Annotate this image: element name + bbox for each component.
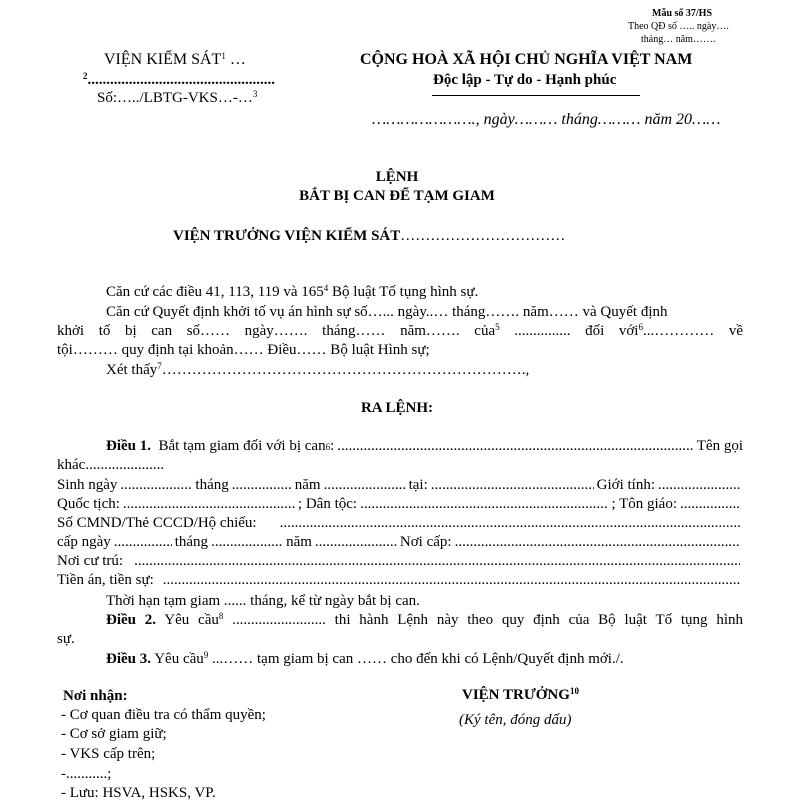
order-heading: RA LỆNH:	[360, 400, 434, 416]
agency-name: VIỆN KIỂM SÁT$^1$ …	[104, 51, 246, 68]
issue-row: cấp ngày ..... tháng ..... năm ..... Nơi cấp: .....	[57, 534, 743, 551]
signature-instruction: (Ký tên, đóng dấu)	[459, 712, 572, 728]
form-code-line1: Theo QĐ số ….. ngày….	[628, 21, 729, 32]
recipient-item: - Cơ sở giam giữ;	[61, 726, 167, 742]
form-code-title: Mẫu số 37/HS	[652, 8, 713, 19]
country-name: CỘNG HOÀ XÃ HỘI CHỦ NGHĨA VIỆT NAM	[360, 51, 693, 68]
document-title: LỆNH	[375, 169, 419, 185]
article-3: Điều 3. Yêu cầu$^9$ ...…… tạm giam bị can …… cho đến khi có Lệnh/Quyết định mới./.	[106, 650, 624, 667]
legal-basis-2-line2: khởi tố bị can số…… ngày……. tháng…… năm……. của$^5$ ............... đối với$^6$...………… về	[57, 322, 744, 339]
recipient-item: - VKS cấp trên;	[61, 746, 156, 762]
legal-basis-2-line1: Căn cứ Quyết định khởi tố vụ án hình sự số…... ngày..… tháng……. năm…… và Quyết định	[106, 304, 668, 320]
article-2-line1: Điều 2. Yêu cầu$^8$ ......................... thi hành Lệnh này theo quy định của Bộ luật Tố tụng hình	[106, 611, 744, 628]
article-1-line1: Điều 1. Bắt tạm giam đối với bị can 6 : ..... Tên gọi	[106, 438, 743, 455]
legal-basis-1: Căn cứ các điều 41, 113, 119 và $165^4$ Bộ luật Tố tụng hình sự.	[106, 283, 479, 300]
recipient-item: - Lưu: HSVA, HSKS, VP.	[61, 785, 216, 801]
form-code-line2: tháng… năm…….	[641, 34, 716, 45]
document-number: Số:…../LBTG-VKS…-…$^3$	[97, 89, 258, 106]
agency-unit-line: $^2$..................................................	[83, 71, 275, 88]
article-1-other-name: khác.....................	[57, 457, 165, 473]
criminal-record-row: Tiền án, tiền sự: .....	[57, 572, 743, 589]
recipient-item: -...........;	[61, 766, 112, 782]
motto-underline	[432, 95, 640, 96]
signature-title: VIỆN TRƯỞNG$^{10}$	[462, 686, 579, 703]
legal-basis-2-line3: tội……… quy định tại khoản…… Điều…… Bộ luật Hình sự;	[57, 342, 430, 358]
dob-row: Sinh ngày ..... tháng ..... năm ..... tại: ..... Giới tính: .....	[57, 477, 743, 494]
date-line: …………………., ngày……… tháng……… năm 20……	[372, 111, 721, 128]
nationality-row: Quốc tịch: ..... ; Dân tộc: ..... ; Tôn giáo: .....	[57, 496, 743, 513]
recipient-item: - Cơ quan điều tra có thẩm quyền;	[61, 707, 266, 723]
article-2-line2: sự.	[57, 631, 75, 647]
residence-row: Nơi cư trú: .....	[57, 553, 743, 570]
national-motto: Độc lập - Tự do - Hạnh phúc	[433, 72, 617, 88]
id-row: Số CMND/Thẻ CCCD/Hộ chiếu: .....	[57, 515, 743, 532]
issuer-line: VIỆN TRƯỞNG VIỆN KIỂM SÁT……………………………	[173, 228, 566, 244]
consideration-line: Xét thấy$^7$……………………………………………………………….,	[106, 361, 530, 378]
detention-duration: Thời hạn tạm giam ...... tháng, kể từ ngày bắt bị can.	[106, 593, 420, 609]
document-subtitle: BẮT BỊ CAN ĐỂ TẠM GIAM	[299, 188, 495, 204]
recipients-heading: Nơi nhận:	[63, 688, 128, 704]
